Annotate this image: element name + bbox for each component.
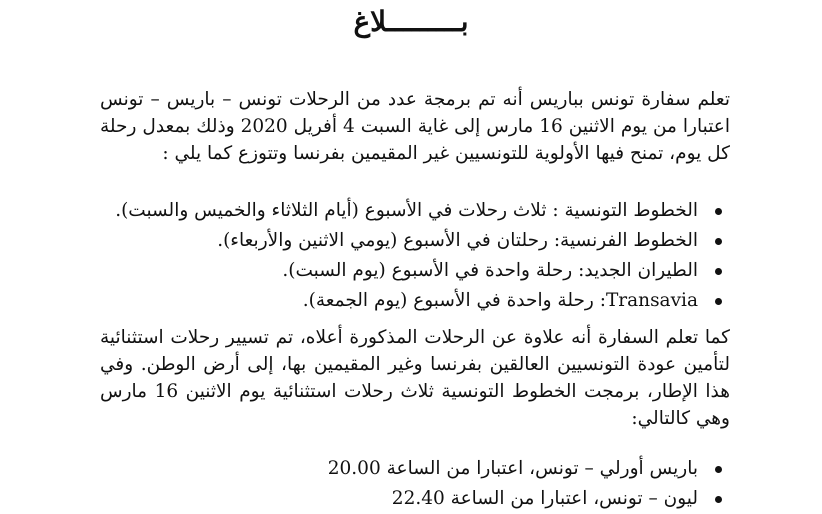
flight-item-air-france: الخطوط الفرنسية: رحلتان في الأسبوع (يومي الاثنين والأربعاء). (115, 226, 726, 256)
exceptional-flights-paragraph: كما تعلم السفارة أنه علاوة عن الرحلات المذكورة أعلاه، تم تسيير رحلات استثنائية لتأمين عودة التونسيين العالقين بفرنسا وغير المقيمين بها، إلى أرض الوطن. وفي هذا الإطار، برمجت الخطوط التونسية ثلاث رحلات استثنائية يوم الاثنين 16 مارس وهي كالتالي: (100, 327, 730, 429)
weekly-flights-list (115, 196, 726, 316)
exceptional-flight-orly: باريس أورلي – تونس، اعتبارا من الساعة 20.00 (328, 454, 726, 484)
announcement-title: بـــــــــلاغ (353, 5, 469, 38)
intro-paragraph: تعلم سفارة تونس بباريس أنه تم برمجة عدد من الرحلات تونس – باريس – تونس اعتبارا من يوم الاثنين 16 مارس إلى غاية السبت 4 أفريل 2020 وذلك بمعدل رحلة كل يوم، تمنح فيها الأولوية للتونسيين غير المقيمين بفرنسا وتتوزع كما يلي : (100, 89, 730, 164)
exceptional-flights-list (328, 454, 726, 514)
flight-item-transavia: Transavia: رحلة واحدة في الأسبوع (يوم الجمعة). (115, 286, 726, 316)
flight-item-tunisair: الخطوط التونسية : ثلاث رحلات في الأسبوع (أيام الثلاثاء والخميس والسبت). (115, 196, 726, 226)
exceptional-flight-lyon: ليون – تونس، اعتبارا من الساعة 22.40 (328, 484, 726, 514)
flight-item-nouvelair: الطيران الجديد: رحلة واحدة في الأسبوع (يوم السبت). (115, 256, 726, 286)
